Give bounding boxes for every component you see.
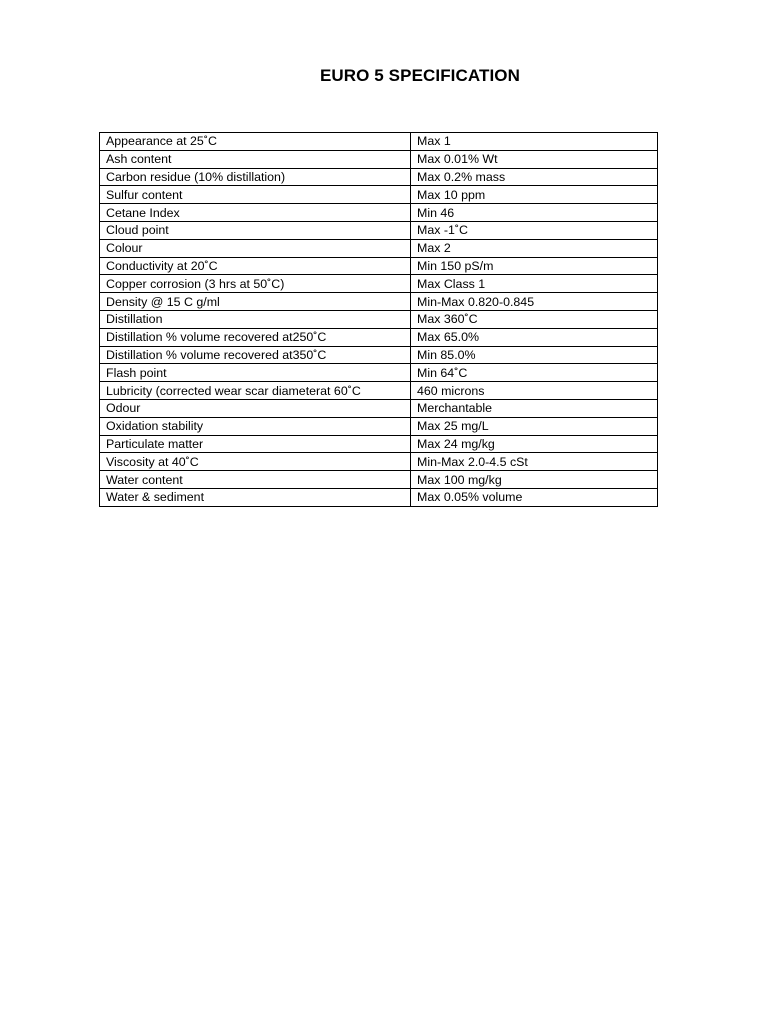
value-cell: Max 25 mg/L: [411, 417, 658, 435]
table-row: [100, 488, 658, 506]
table-row: [100, 471, 658, 489]
table-row: [100, 133, 658, 151]
table-row: [100, 364, 658, 382]
table-row: [100, 204, 658, 222]
value-cell: Max 0.2% mass: [411, 168, 658, 186]
parameter-cell: Particulate matter: [100, 435, 411, 453]
table-row: [100, 328, 658, 346]
parameter-cell: Density @ 15 C g/ml: [100, 293, 411, 311]
value-cell: Max 10 ppm: [411, 186, 658, 204]
table-row: [100, 150, 658, 168]
parameter-cell: Cloud point: [100, 221, 411, 239]
value-cell: Min 64˚C: [411, 364, 658, 382]
table-row: [100, 257, 658, 275]
value-cell: Max 1: [411, 133, 658, 151]
parameter-cell: Colour: [100, 239, 411, 257]
table-row: [100, 382, 658, 400]
specification-table-body: [100, 133, 658, 507]
parameter-cell: Distillation: [100, 310, 411, 328]
value-cell: Max 2: [411, 239, 658, 257]
parameter-cell: Copper corrosion (3 hrs at 50˚C): [100, 275, 411, 293]
value-cell: Max 0.01% Wt: [411, 150, 658, 168]
value-cell: Max Class 1: [411, 275, 658, 293]
parameter-cell: Viscosity at 40˚C: [100, 453, 411, 471]
table-row: [100, 293, 658, 311]
value-cell: Max -1˚C: [411, 221, 658, 239]
value-cell: 460 microns: [411, 382, 658, 400]
value-cell: Max 24 mg/kg: [411, 435, 658, 453]
value-cell: Min 85.0%: [411, 346, 658, 364]
table-row: [100, 346, 658, 364]
table-row: [100, 310, 658, 328]
table-row: [100, 168, 658, 186]
parameter-cell: Distillation % volume recovered at350˚C: [100, 346, 411, 364]
value-cell: Min 150 pS/m: [411, 257, 658, 275]
value-cell: Merchantable: [411, 399, 658, 417]
value-cell: Min 46: [411, 204, 658, 222]
parameter-cell: Conductivity at 20˚C: [100, 257, 411, 275]
value-cell: Max 360˚C: [411, 310, 658, 328]
parameter-cell: Lubricity (corrected wear scar diameterat 60˚C: [100, 382, 411, 400]
table-row: [100, 417, 658, 435]
value-cell: Max 65.0%: [411, 328, 658, 346]
parameter-cell: Cetane Index: [100, 204, 411, 222]
parameter-cell: Flash point: [100, 364, 411, 382]
parameter-cell: Oxidation stability: [100, 417, 411, 435]
value-cell: Min-Max 2.0-4.5 cSt: [411, 453, 658, 471]
table-row: [100, 399, 658, 417]
parameter-cell: Sulfur content: [100, 186, 411, 204]
table-row: [100, 186, 658, 204]
value-cell: Min-Max 0.820-0.845: [411, 293, 658, 311]
parameter-cell: Water & sediment: [100, 488, 411, 506]
parameter-cell: Water content: [100, 471, 411, 489]
table-row: [100, 239, 658, 257]
table-row: [100, 221, 658, 239]
document-title: EURO 5 SPECIFICATION: [319, 66, 521, 85]
table-row: [100, 453, 658, 471]
parameter-cell: Appearance at 25˚C: [100, 133, 411, 151]
table-row: [100, 435, 658, 453]
value-cell: Max 100 mg/kg: [411, 471, 658, 489]
parameter-cell: Distillation % volume recovered at250˚C: [100, 328, 411, 346]
parameter-cell: Odour: [100, 399, 411, 417]
parameter-cell: Carbon residue (10% distillation): [100, 168, 411, 186]
table-row: [100, 275, 658, 293]
specification-table: [99, 132, 658, 507]
value-cell: Max 0.05% volume: [411, 488, 658, 506]
parameter-cell: Ash content: [100, 150, 411, 168]
